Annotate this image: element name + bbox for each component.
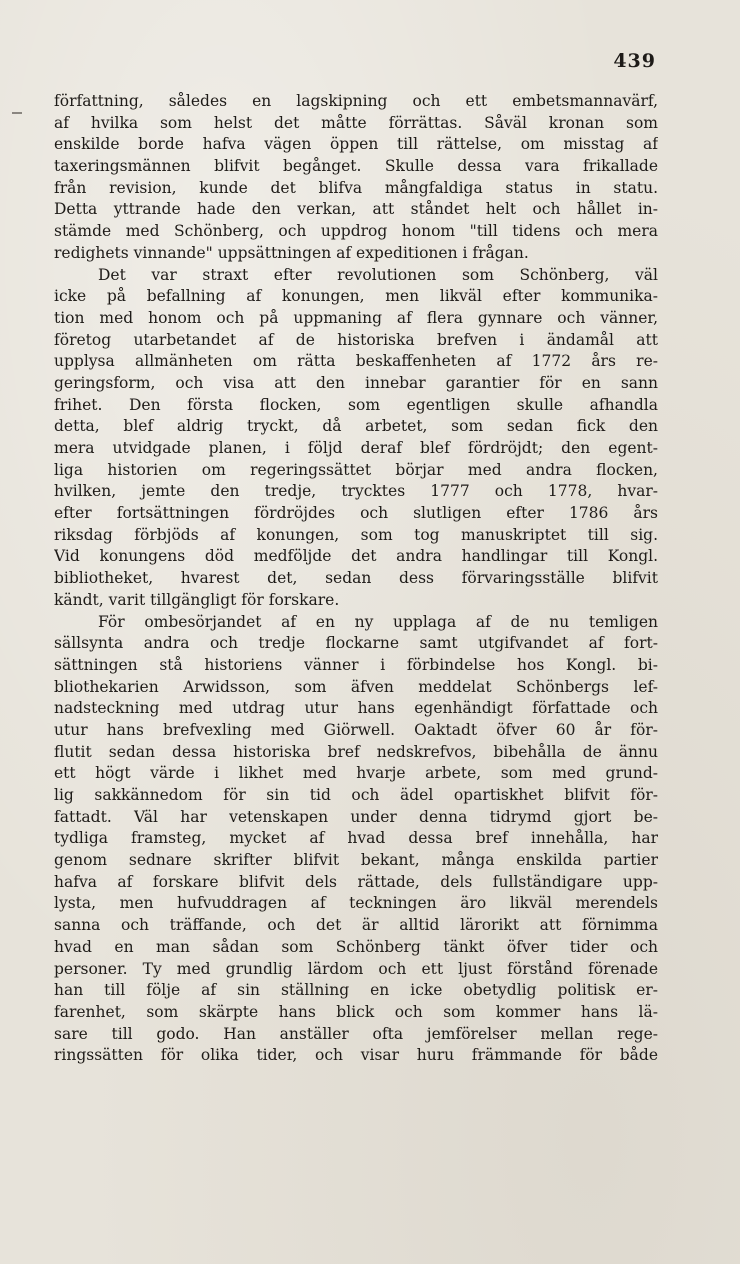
text-line: riksdag förbjöds af konungen, som tog manuskriptet till sig. xyxy=(54,525,658,544)
text-line: stämde med Schönberg, och uppdrog honom "till tidens och mera xyxy=(54,222,658,241)
text-line: personer. Ty med grundlig lärdom och ett ljust förstånd förenade xyxy=(54,959,658,978)
text-line: Vid konungens död medföljde det andra handlingar till Kongl. xyxy=(54,547,658,566)
text-line: frihet. Den första flocken, som egentligen skulle afhandla xyxy=(54,395,658,414)
margin-mark xyxy=(12,112,22,114)
text-line: efter fortsättningen fördröjdes och slutligen efter 1786 års xyxy=(54,504,658,523)
text-line: han till följe af sin ställning en icke obetydlig politisk er- xyxy=(54,981,658,1000)
text-line: hafva af forskare blifvit dels rättade, dels fullständigare upp- xyxy=(54,872,658,891)
body-text xyxy=(54,91,658,1067)
text-line: För ombesörjandet af en ny upplaga af de nu temligen xyxy=(98,612,658,631)
text-line: sällsynta andra och tredje flockarne samt utgifvandet af fort- xyxy=(54,634,658,653)
text-line: från revision, kunde det blifva mångfaldiga status in statu. xyxy=(54,178,658,197)
text-line: flutit sedan dessa historiska bref nedskrefvos, bibehålla de ännu xyxy=(54,742,658,761)
text-line: liga historien om regeringssättet börjar med andra flocken, xyxy=(54,460,658,479)
text-line: författning, således en lagskipning och ett embetsmannavärf, xyxy=(54,92,658,110)
text-line: företog utarbetandet af de historiska brefven i ändamål att xyxy=(54,330,658,349)
text-line: sare till godo. Han anställer ofta jemförelser mellan rege- xyxy=(54,1024,658,1043)
page-number: 439 xyxy=(613,50,656,72)
text-line: geringsform, och visa att den innebar garantier för en sann xyxy=(54,373,658,392)
text-line: nadsteckning med utdrag utur hans egenhändigt författade och xyxy=(54,699,658,718)
text-line: taxeringsmännen blifvit begånget. Skulle dessa vara frikallade xyxy=(54,157,658,176)
text-line: upplysa allmänheten om rätta beskaffenheten af 1772 års re- xyxy=(54,352,658,371)
text-line: hvad en man sådan som Schönberg tänkt öfver tider och xyxy=(54,937,658,956)
text-line: farenhet, som skärpte hans blick och som kommer hans lä- xyxy=(54,1002,658,1021)
text-line: Detta yttrande hade den verkan, att ståndet helt och hållet in- xyxy=(54,200,658,219)
text-line: kändt, varit tillgängligt för forskare. xyxy=(54,590,340,609)
text-line: enskilde borde hafva vägen öppen till rättelse, om misstag af xyxy=(54,135,658,154)
text-line: Det var straxt efter revolutionen som Schönberg, väl xyxy=(98,265,658,284)
text-line: af hvilka som helst det måtte förrättas. Såväl kronan som xyxy=(54,113,658,132)
text-line: tion med honom och på uppmaning af flera gynnare och vänner, xyxy=(54,308,658,327)
text-line: icke på befallning af konungen, men likväl efter kommunika- xyxy=(54,287,658,306)
text-line: bibliotheket, hvarest det, sedan dess förvaringsställe blifvit xyxy=(54,569,658,588)
text-line: sättningen stå historiens vänner i förbindelse hos Kongl. bi- xyxy=(54,655,658,674)
text-line: bliothekarien Arwidsson, som äfven meddelat Schönbergs lef- xyxy=(54,677,658,696)
text-line: lig sakkännedom för sin tid och ädel opartiskhet blifvit för- xyxy=(54,786,658,804)
text-line: tydliga framsteg, mycket af hvad dessa bref innehålla, har xyxy=(54,829,658,848)
text-line: genom sednare skrifter blifvit bekant, många enskilda partier xyxy=(54,851,658,870)
text-line: ett högt värde i likhet med hvarje arbete, som med grund- xyxy=(54,764,658,783)
text-line: ringssätten för olika tider, och visar huru främmande för både xyxy=(54,1046,658,1065)
text-line: utur hans brefvexling med Giörwell. Oaktadt öfver 60 år för- xyxy=(54,720,658,739)
text-line: redighets vinnande" uppsättningen af expeditionen i frågan. xyxy=(54,243,529,262)
text-line: lysta, men hufvuddragen af teckningen äro likväl merendels xyxy=(54,894,658,913)
text-line: sanna och träffande, och det är alltid lärorikt att förnimma xyxy=(54,916,658,935)
text-line: mera utvidgade planen, i följd deraf blef fördröjdt; den egent- xyxy=(54,439,658,457)
text-line: fattadt. Väl har vetenskapen under denna tidrymd gjort be- xyxy=(54,807,658,826)
text-line: detta, blef aldrig tryckt, då arbetet, som sedan fick den xyxy=(54,417,658,436)
text-line: hvilken, jemte den tredje, trycktes 1777 och 1778, hvar- xyxy=(54,482,658,501)
